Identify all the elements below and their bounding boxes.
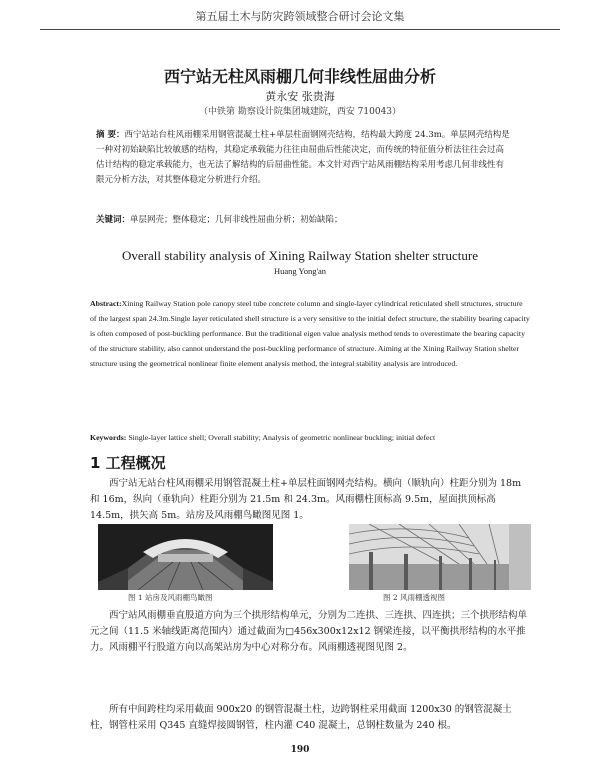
paragraph-1: 西宁站无站台柱风雨棚采用钢管混凝土柱+单层柱面钢网壳结构。横向（顺轨向）柱距分别为 18m 和 16m，纵向（垂轨向）柱距分别为 21.5m 和 24.3m。风雨棚柱顶标高 9.5m，屋面拱顶标高 14.5m，拱矢高 5m。站房及风雨棚鸟瞰图见图 1。 (90, 478, 522, 521)
abstract-en-text: Xining Railway Station pole canopy steel tube concrete column and single-layer cylindrical reticulated shell structures, structure of the largest span 24.3m.Single layer reticulated shell structure is a very sensitive to the initial defect structure, the stability bearing capacity is often composed of post-buckling performance. But the traditional eigen value analysis method tends to overestimate the bearing capacity of the structure stability, also cannot understand the post-buckling performance of structure. Aiming at the Xining Railway Station shelter structure using the geometrical nonlinear finite element analysis method, the integral stability analysis are introduced. (90, 299, 530, 368)
abstract-cn-text: 西宁站站台柱风雨棚采用钢管混凝土柱+单层柱面钢网壳结构，结构最大跨度 24.3m。单层网壳结构是一种对初始缺陷比较敏感的结构，其稳定承载能力往往由屈曲后性能决定，而传统的特征值分析法往往会过高估计结构的稳定承载能力，也无法了解结构的后屈曲性能。本文针对西宁站风雨棚结构采用考虑几何非线性有限元分析方法，对其整体稳定分析进行介绍。 (96, 130, 510, 185)
page-number: 190 (290, 745, 310, 755)
figure-2-caption: 图 2 风雨棚透视图 (383, 593, 446, 602)
abstract-en-label: Abstract: (90, 299, 122, 308)
figure-1-aerial-view (98, 524, 273, 590)
aerial-station-illustration (98, 524, 273, 590)
abstract-en (90, 296, 530, 371)
title-en: Overall stability analysis of Xining Railway Station shelter structure (122, 248, 478, 263)
author-en: Huang Yong'an (273, 266, 327, 276)
canopy-perspective-illustration (349, 524, 531, 590)
abstract-cn (96, 128, 512, 188)
paragraph-2: 西宁站风雨棚垂直股道方向为三个拱形结构单元，分别为二连拱、三连拱、四连拱；三个拱形结构单元之间（11.5 米轴线距离范围内）通过截面为□456x300x12x12 钢梁连接，以平衡拱形结构的水平推力。风雨棚平行股道方向以高架站房为中心对称分布。风雨棚透视图见图 2。 (90, 610, 528, 653)
keywords-cn-label: 关键词： (96, 215, 131, 225)
paragraph-3: 所有中间跨柱均采用截面 900x20 的钢管混凝土柱，边跨钢柱采用截面 1200x30 的钢管混凝土柱，钢管柱采用 Q345 直缝焊接圆钢管，柱内灌 C40 混凝土，总钢柱数量为 240 根。 (90, 704, 512, 731)
keywords-cn (96, 213, 512, 228)
paper-title: 西宁站无柱风雨棚几何非线性屈曲分析 (163, 67, 436, 86)
figure-1-caption: 图 1 站房及风雨棚鸟瞰图 (128, 593, 213, 602)
keywords-en-label: Keywords: (90, 433, 127, 442)
keywords-en (90, 432, 530, 444)
keywords-cn-text: 单层网壳；整体稳定；几何非线性屈曲分析；初始缺陷； (130, 215, 343, 225)
section-1-heading: 1 工程概况 (90, 454, 166, 472)
keywords-en-text: Single-layer lattice shell; Overall stability; Analysis of geometric nonlinear buckling; initial defect (126, 433, 436, 442)
running-header: 第五届土木与防灾跨领域整合研讨会论文集 (40, 8, 560, 30)
affiliation: （中铁第 勘察设计院集团城建院，西安 710043） (198, 107, 402, 117)
authors: 黄永安 张贵海 (265, 90, 335, 103)
figure-2-perspective-view (349, 524, 531, 590)
abstract-cn-label: 摘 要： (96, 130, 125, 140)
